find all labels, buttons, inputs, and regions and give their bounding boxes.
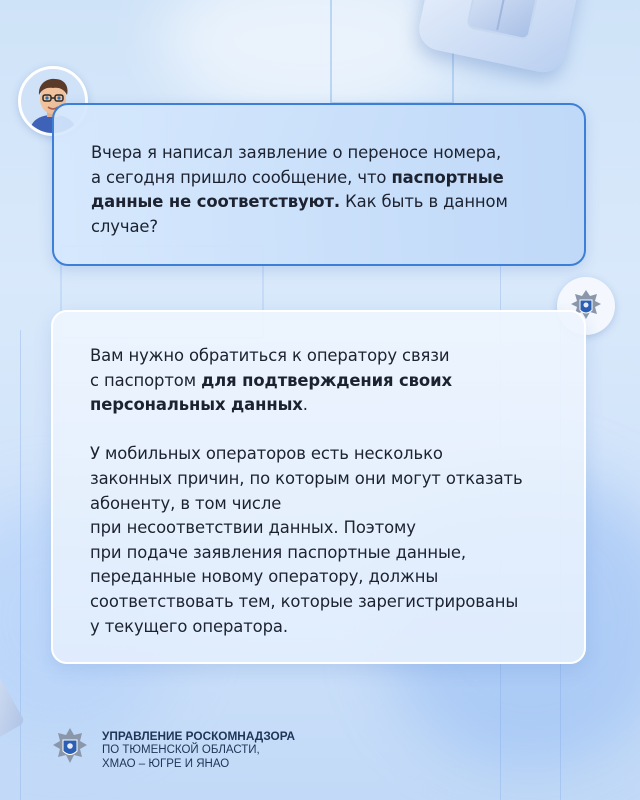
- background-line: [20, 330, 21, 800]
- footer-emblem-icon: [48, 725, 92, 769]
- footer-region-line: ПО ТЮМЕНСКОЙ ОБЛАСТИ,: [102, 744, 260, 756]
- answer-paragraph-2: У мобильных операторов есть несколько законных причин, по которым они могут отказать абоненту, в том числе при несоответствии данных. Поэтому при подаче заявления паспортные данные, переданные новому оператору, должны соответствовать тем, которые зарегистрированы у текущего оператора.: [90, 444, 523, 636]
- answer-bubble: [51, 310, 586, 664]
- footer-organization: [102, 729, 295, 771]
- footer-region-line: ХМАО – ЮГРЕ И ЯНАО: [102, 758, 230, 770]
- question-text: Вчера я написал заявление о переносе номера, а сегодня пришло сообщение, что паспортные данные не соответствуют. Как быть в данном случае?: [91, 143, 508, 236]
- question-bubble: [52, 103, 586, 266]
- footer-org-name: УПРАВЛЕНИЕ РОСКОМНАДЗОРА: [102, 729, 296, 743]
- answer-paragraph-1: Вам нужно обратиться к оператору связи с паспортом для подтверждения своих персональных данных.: [90, 346, 452, 415]
